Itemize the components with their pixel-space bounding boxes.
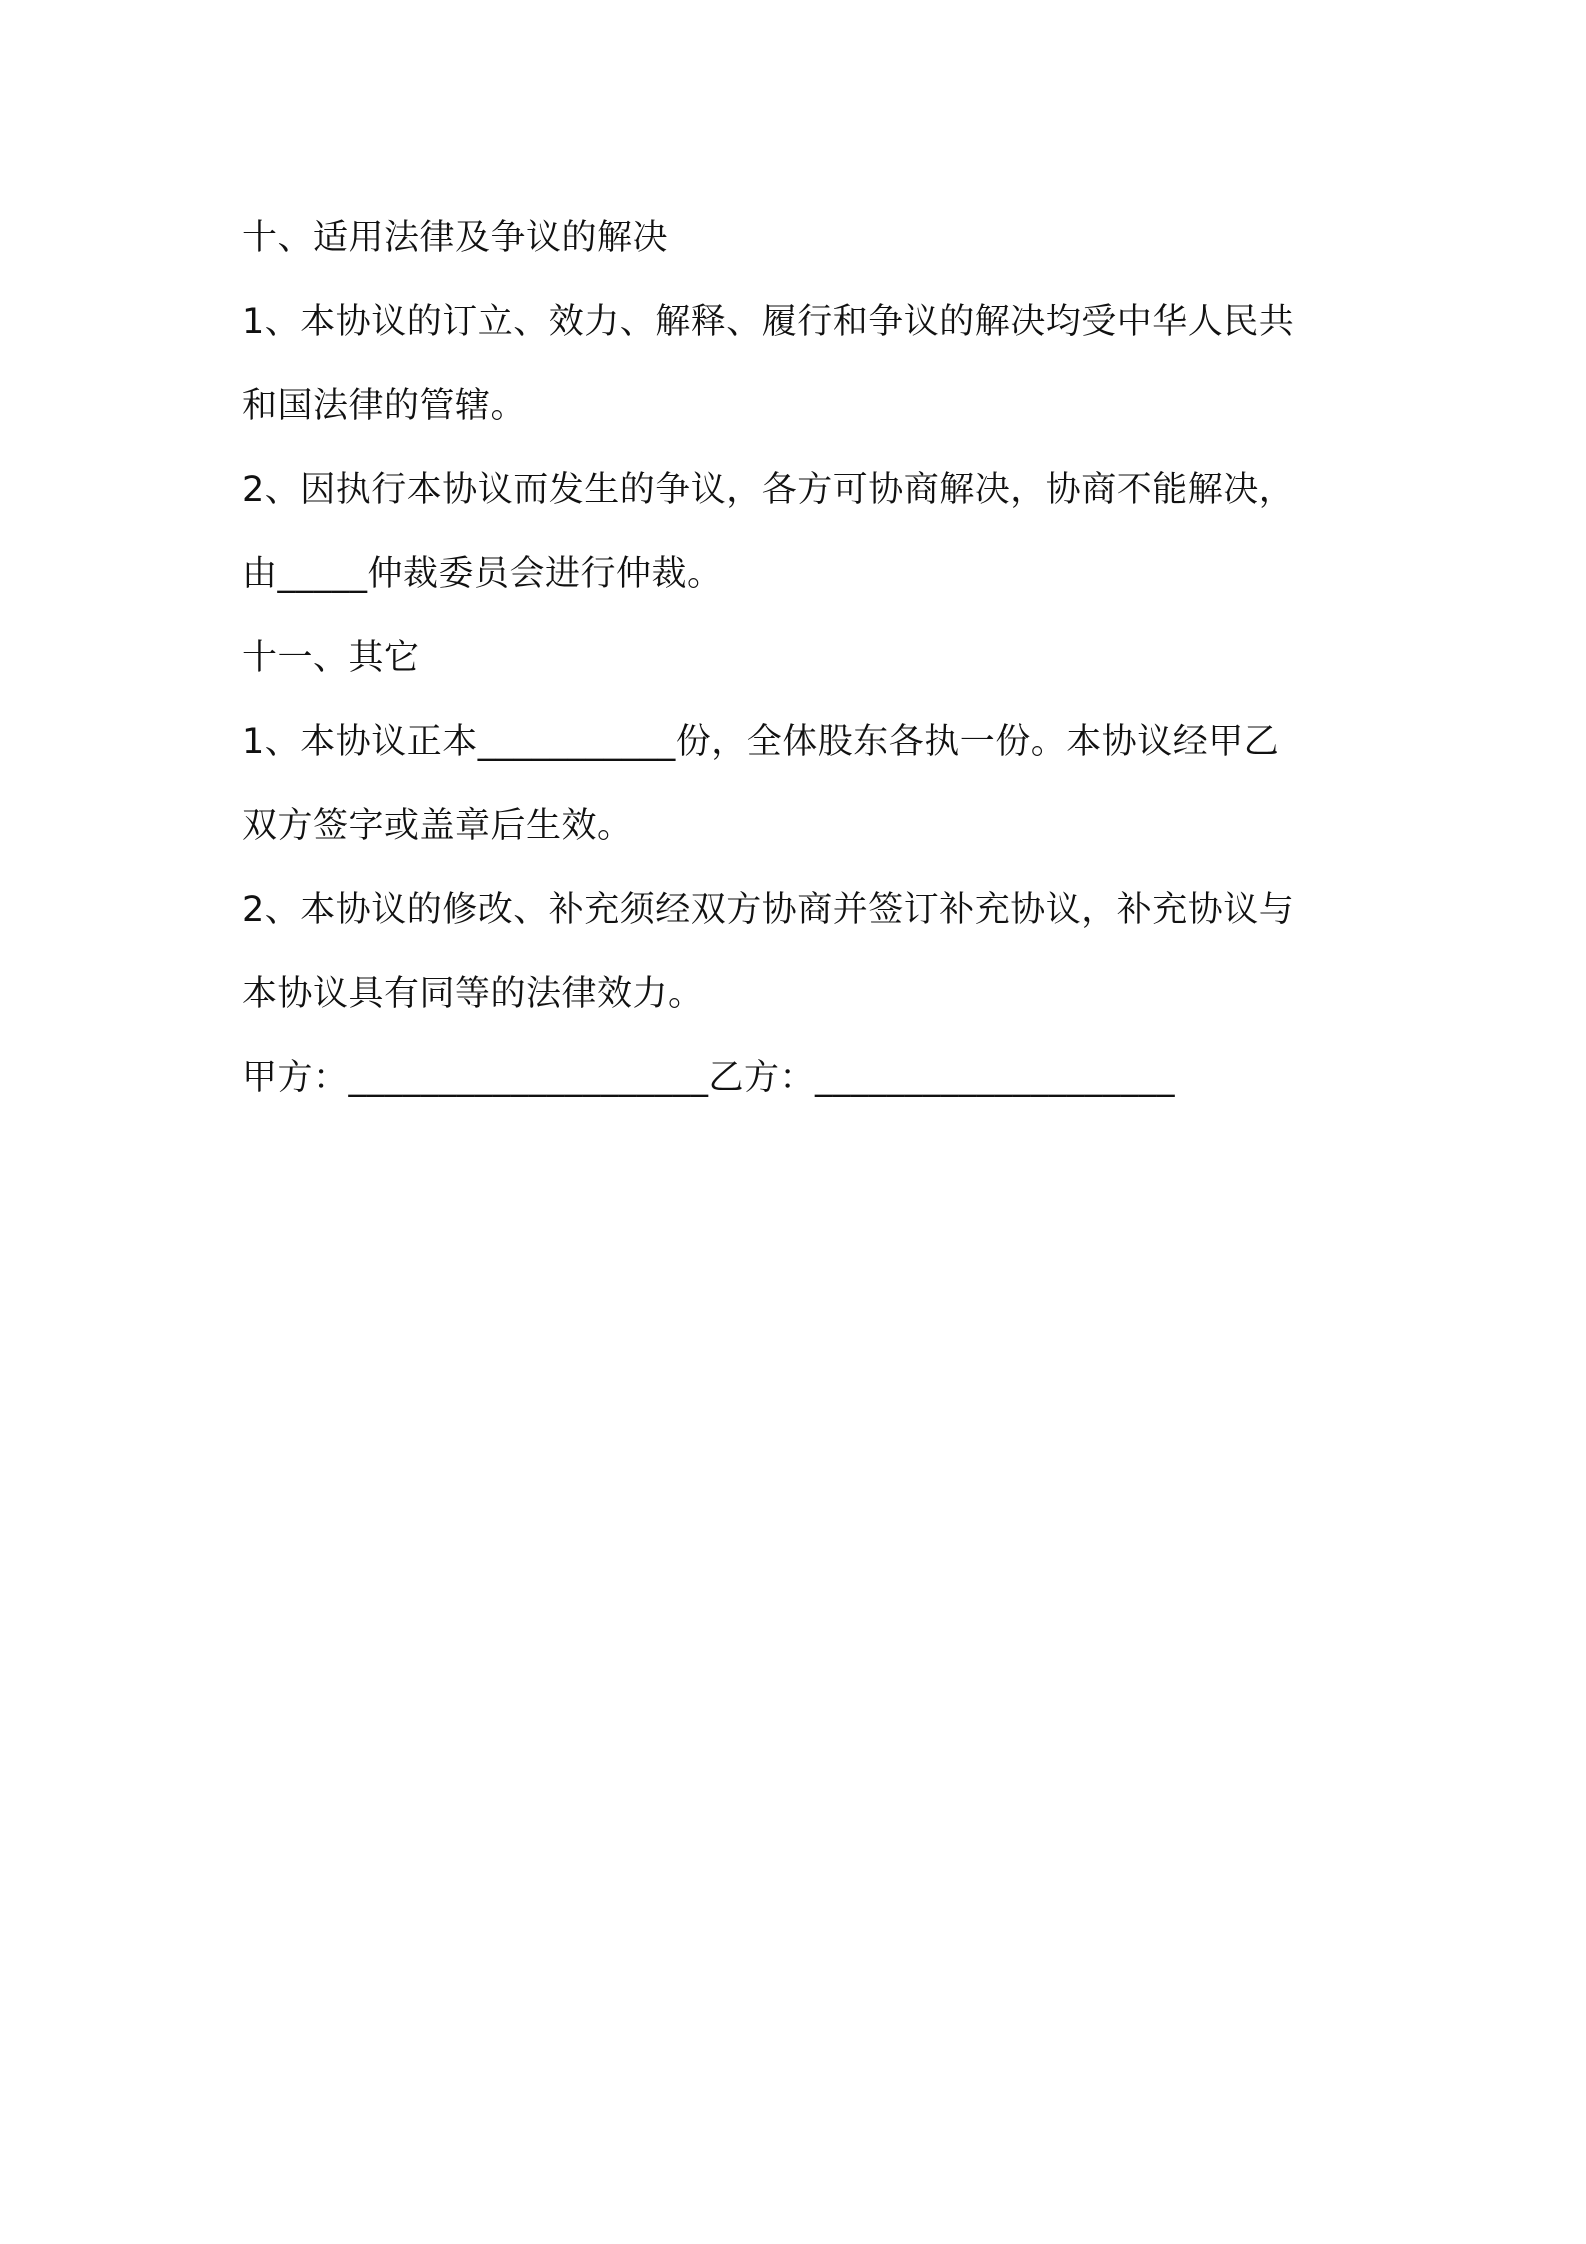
signature-line: 甲方：____________________乙方：____________________ — [242, 1058, 1176, 1098]
section-heading-governing-law: 十、适用法律及争议的解决 — [242, 218, 669, 258]
clause-11-1-line-1: 1、本协议正本___________份，全体股东各执一份。本协议经甲乙 — [242, 722, 1280, 762]
clause-11-2-line-2: 本协议具有同等的法律效力。 — [242, 974, 704, 1014]
clause-10-1-line-1: 1、本协议的订立、效力、解释、履行和争议的解决均受中华人民共 — [242, 302, 1295, 342]
clause-10-2-line-2: 由_____仲裁委员会进行仲裁。 — [242, 554, 723, 594]
clause-11-1-line-2: 双方签字或盖章后生效。 — [242, 806, 633, 846]
clause-11-2-line-1: 2、本协议的修改、补充须经双方协商并签订补充协议，补充协议与 — [242, 890, 1295, 930]
clause-10-2-line-1: 2、因执行本协议而发生的争议，各方可协商解决，协商不能解决， — [242, 470, 1295, 510]
document-body — [242, 196, 1352, 1120]
section-heading-other: 十一、其它 — [242, 638, 420, 678]
clause-10-1-line-2: 和国法律的管辖。 — [242, 386, 527, 426]
